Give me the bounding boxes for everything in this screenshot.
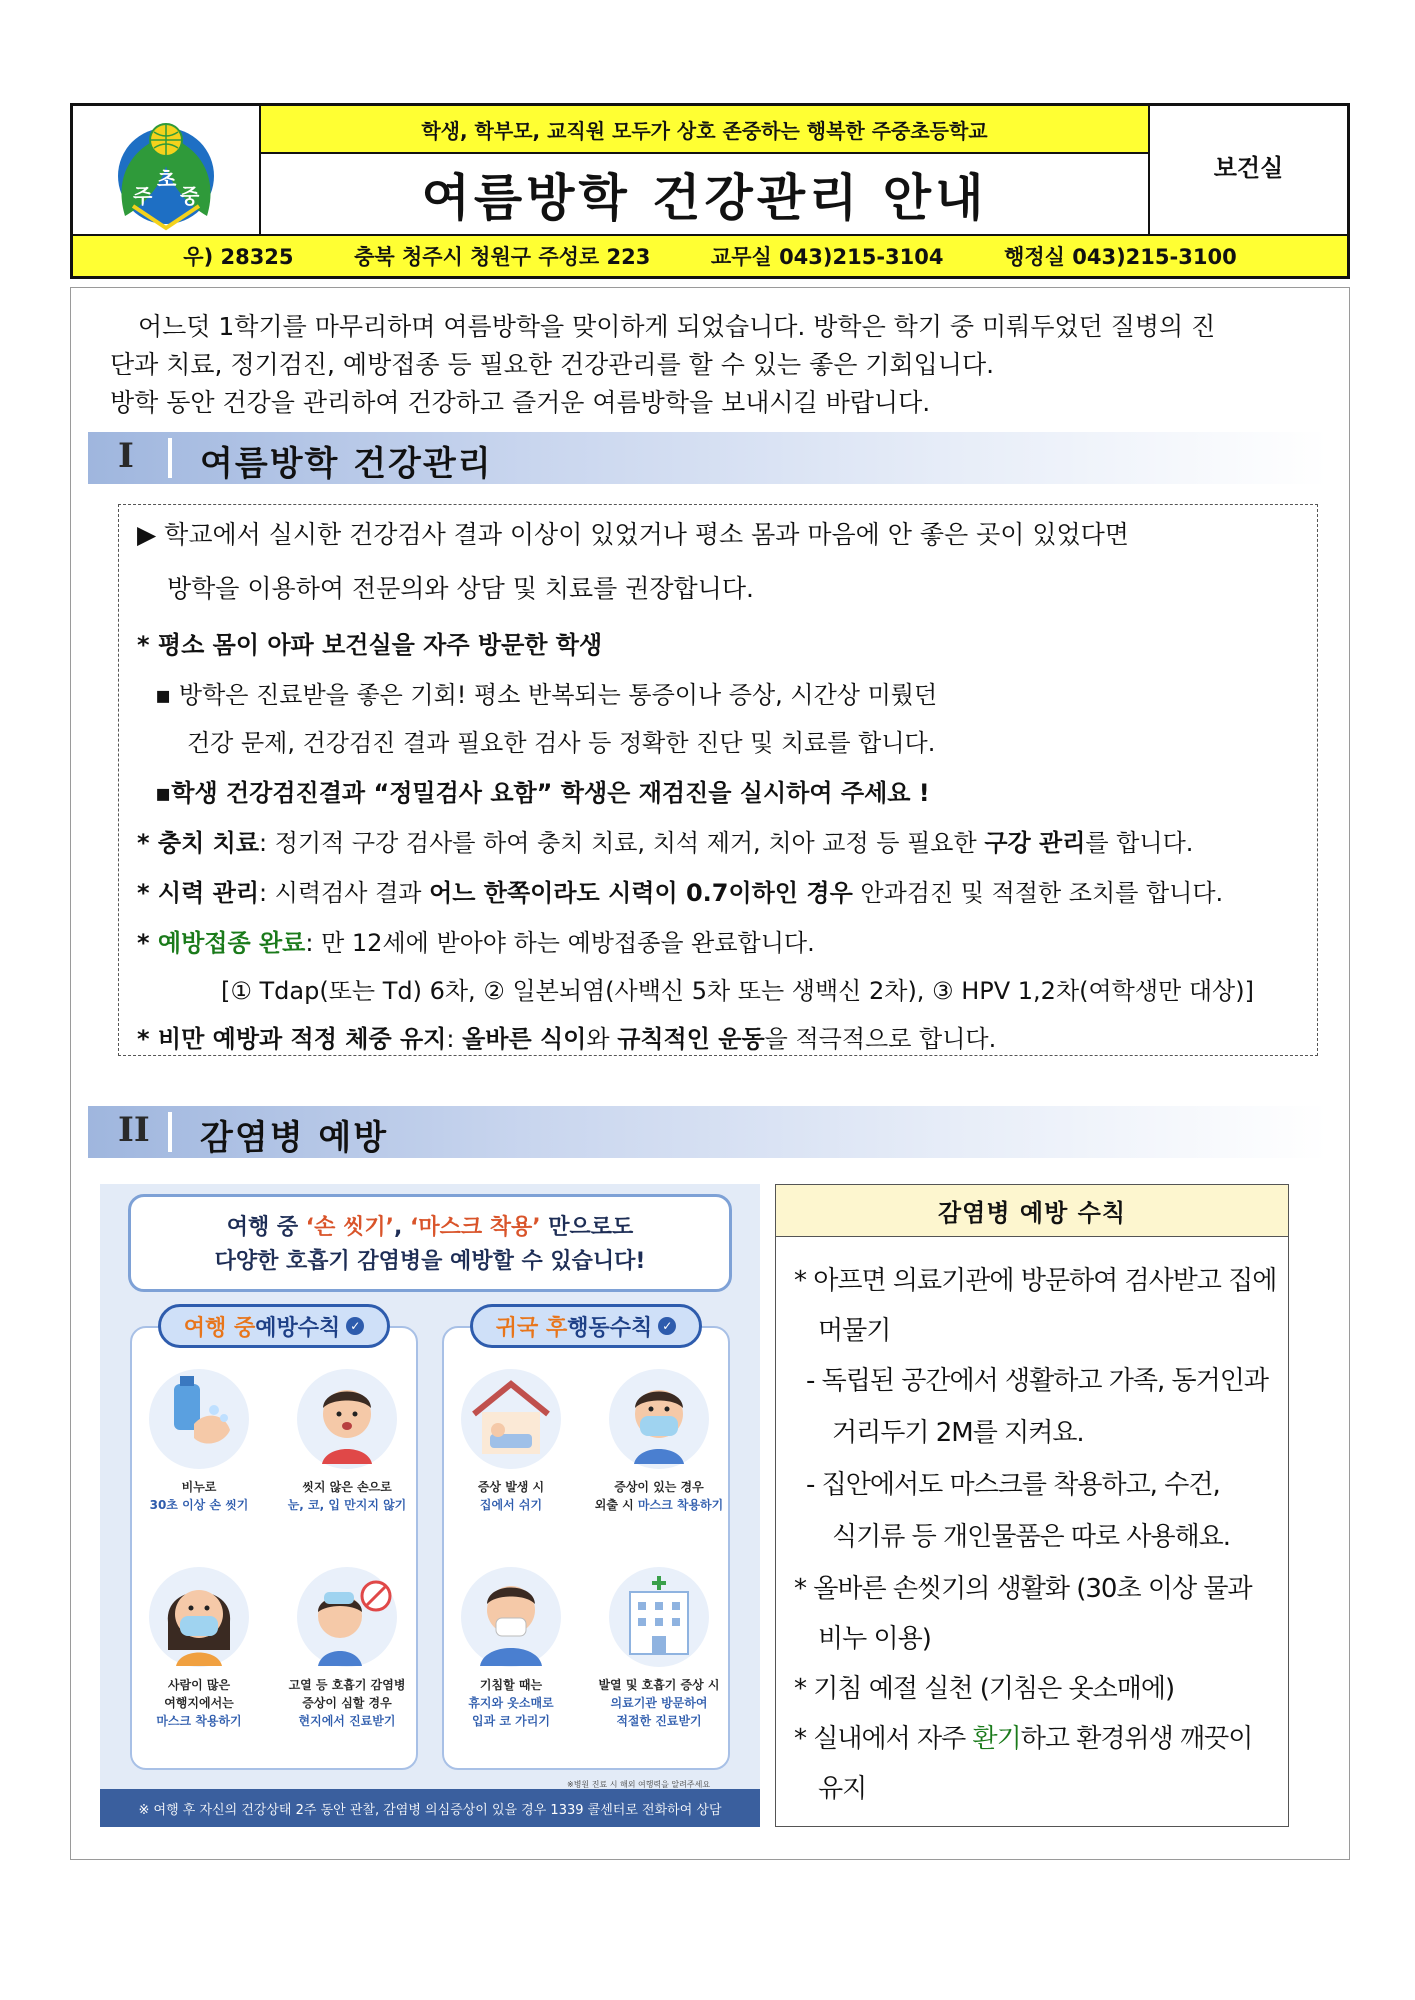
section-1-header <box>88 432 1328 484</box>
vaccination-item <box>137 927 815 959</box>
street-address: 충북 청주시 청원구 주성로 223 <box>354 245 651 269</box>
dental-end: 를 합니다. <box>1085 829 1194 857</box>
caption-mask-outing-line-2a: 외출 시 <box>594 1498 638 1512</box>
logo-char-right: 중 <box>180 184 200 208</box>
poster-head-comma: , <box>393 1215 410 1240</box>
logo-char-left: 주 <box>133 184 153 208</box>
after-return-panel <box>442 1315 730 1770</box>
dental-text: : 정기적 구강 검사를 하여 충치 치료, 치석 제거, 치아 교정 등 필요한 <box>259 829 985 857</box>
dental-label: * 충치 치료 <box>137 829 259 857</box>
intro-line-2: 단과 치료, 정기검진, 예방접종 등 필요한 건강관리를 할 수 있는 좋은 기회입니다. <box>110 350 995 379</box>
caption-mask-outing <box>592 1478 726 1514</box>
obesity-diet: 올바른 식이 <box>462 1025 587 1053</box>
caption-cough <box>444 1676 578 1730</box>
vaccination-star: * <box>137 929 158 957</box>
fever-icon <box>292 1562 402 1672</box>
obesity-item <box>137 1023 996 1055</box>
rule-line-10-end: 하고 환경위생 깨끗이 <box>1020 1724 1253 1754</box>
during-travel-panel <box>130 1315 418 1770</box>
vaccination-detail: [① Tdap(또는 Td) 6차, ② 일본뇌염(사백신 5차 또는 생백신 2차), ③ HPV 1,2차(여학생만 대상)] <box>221 977 1254 1005</box>
rest-at-home-icon <box>456 1364 566 1474</box>
check-icon: ✓ <box>346 1317 364 1335</box>
obesity-end: 을 적극적으로 합니다. <box>764 1025 997 1053</box>
mask-boy-icon <box>604 1364 714 1474</box>
vision-text: : 시력검사 결과 <box>259 879 430 907</box>
travel-prevention-poster <box>100 1184 760 1827</box>
after-return-tag <box>470 1304 702 1348</box>
poster-footer: ※ 여행 후 자신의 건강상태 2주 동안 관찰, 감염병 의심증상이 있을 경우 1339 콜센터로 전화하여 상담 <box>100 1789 760 1827</box>
caption-fever-line-1: 고열 등 호흡기 감염병 <box>288 1678 406 1692</box>
prevention-rules-box <box>775 1184 1289 1827</box>
frequent-visitor-heading: * 평소 몸이 아파 보건실을 자주 방문한 학생 <box>137 631 603 659</box>
caption-fever-line-3: 현지에서 진료받기 <box>298 1714 396 1728</box>
department-label: 보건실 <box>1148 106 1347 234</box>
vision-end: 안과검진 및 적절한 조치를 합니다. <box>852 879 1224 907</box>
obesity-and: 와 <box>586 1025 618 1053</box>
obesity-colon: : <box>446 1025 463 1053</box>
rule-line-11: 유지 <box>818 1774 867 1804</box>
vaccination-text: : 만 12세에 받아야 하는 예방접종을 완료합니다. <box>305 929 815 957</box>
rule-line-3: - 독립된 공간에서 생활하고 가족, 동거인과 <box>806 1366 1268 1396</box>
school-slogan: 학생, 학부모, 교직원 모두가 상호 존중하는 행복한 주중초등학교 <box>261 106 1148 154</box>
no-touch-face-icon <box>292 1364 402 1474</box>
rule-line-10-ventilation: 환기 <box>972 1724 1021 1754</box>
poster-headline-line-1 <box>131 1211 729 1245</box>
admin-phone: 행정실 043)215-3100 <box>1004 245 1237 269</box>
caption-mask-travel <box>132 1676 266 1730</box>
caption-rest-home-line-1: 증상 발생 시 <box>477 1480 545 1494</box>
postal-code: 우) 28325 <box>183 245 294 269</box>
hospital-icon <box>604 1562 714 1672</box>
caption-hospital-line-2: 의료기관 방문하여 <box>610 1696 708 1710</box>
caption-cough-line-3: 입과 코 가리기 <box>472 1714 550 1728</box>
obesity-exercise: 규칙적인 운동 <box>617 1025 765 1053</box>
lead-line-1: ▶ 학교에서 실시한 건강검사 결과 이상이 있었거나 평소 몸과 마음에 안 좋은 곳이 있었다면 <box>137 520 1129 549</box>
caption-no-touch <box>280 1478 414 1514</box>
rules-title: 감염병 예방 수칙 <box>776 1185 1288 1237</box>
header-table <box>70 103 1350 279</box>
caption-handwash-line-1: 비누로 <box>181 1480 217 1494</box>
office-phone: 교무실 043)215-3104 <box>710 245 944 269</box>
vision-item <box>137 877 1223 909</box>
section-1-number: I <box>118 436 134 476</box>
poster-headline <box>128 1194 732 1292</box>
caption-handwash <box>132 1478 266 1514</box>
caption-no-touch-line-1: 씻지 않은 손으로 <box>302 1480 392 1494</box>
during-travel-tag-highlight: 여행 중 <box>183 1315 256 1341</box>
rule-line-1: * 아프면 의료기관에 방문하여 검사받고 집에 <box>794 1266 1277 1296</box>
rule-line-10-start: * 실내에서 자주 <box>794 1724 973 1754</box>
rule-line-6: 식기류 등 개인물품은 따로 사용해요. <box>832 1522 1231 1552</box>
poster-head-mask: ‘마스크 착용’ <box>409 1215 541 1240</box>
rule-line-10 <box>794 1723 1252 1755</box>
page-title: 여름방학 건강관리 안내 <box>421 169 988 227</box>
section-divider <box>168 438 172 478</box>
caption-rest-home-line-2: 집에서 쉬기 <box>479 1498 543 1512</box>
school-logo <box>73 106 261 234</box>
frequent-visitor-sub-1: ▪ 방학은 진료받을 좋은 기회! 평소 반복되는 통증이나 증상, 시간상 미뤘던 <box>155 681 938 709</box>
vision-label: * 시력 관리 <box>137 879 259 907</box>
lead-line-2: 방학을 이용하여 전문의와 상담 및 치료를 권장합니다. <box>167 574 754 603</box>
dental-item <box>137 827 1193 859</box>
dental-bold: 구강 관리 <box>984 829 1086 857</box>
rule-line-2: 머물기 <box>818 1316 891 1346</box>
obesity-label: * 비만 예방과 적정 체중 유지 <box>137 1025 447 1053</box>
section-divider <box>168 1112 172 1152</box>
rule-line-7: * 올바른 손씻기의 생활화 (30초 이상 물과 <box>794 1574 1252 1604</box>
caption-mask-outing-line-1: 증상이 있는 경우 <box>614 1480 704 1494</box>
address-bar <box>73 234 1347 276</box>
school-emblem-icon <box>73 106 259 232</box>
logo-char-top: 초 <box>157 167 177 191</box>
check-icon: ✓ <box>658 1317 676 1335</box>
caption-hospital-line-1: 발열 및 호흡기 증상 시 <box>598 1678 720 1692</box>
health-care-box <box>118 504 1318 1056</box>
poster-head-text-end: 만으로도 <box>540 1215 634 1240</box>
after-return-tag-highlight: 귀국 후 <box>495 1315 568 1341</box>
caption-no-touch-line-2: 눈, 코, 입 만지지 않기 <box>287 1498 407 1512</box>
section-2-title: 감염병 예방 <box>200 1118 389 1158</box>
section-2-number: II <box>118 1110 150 1150</box>
intro-line-1: 어느덧 1학기를 마무리하며 여름방학을 맞이하게 되었습니다. 방학은 학기 중 미뤄두었던 질병의 진 <box>138 312 1216 341</box>
rule-line-8: 비누 이용) <box>818 1624 931 1654</box>
poster-head-text: 여행 중 <box>226 1215 306 1240</box>
mask-girl-icon <box>144 1562 254 1672</box>
caption-hospital <box>592 1676 726 1730</box>
rule-line-9: * 기침 예절 실천 (기침은 옷소매에) <box>794 1674 1175 1704</box>
recheck-notice: ▪학생 건강검진결과 “정밀검사 요함” 학생은 재검진을 실시하여 주세요 ! <box>155 779 930 807</box>
handwash-icon <box>144 1364 254 1474</box>
caption-rest-home <box>444 1478 578 1514</box>
caption-handwash-line-2: 30초 이상 손 씻기 <box>149 1498 249 1512</box>
caption-mask-travel-line-1: 사람이 많은 <box>167 1678 231 1692</box>
caption-hospital-line-3: 적절한 진료받기 <box>616 1714 702 1728</box>
after-return-tag-text: 행동수칙 <box>567 1315 653 1341</box>
during-travel-tag-text: 예방수칙 <box>255 1315 341 1341</box>
poster-head-handwash: ‘손 씻기’ <box>305 1215 394 1240</box>
during-travel-tag <box>158 1304 390 1348</box>
rule-line-5: - 집안에서도 마스크를 착용하고, 수건, <box>806 1470 1220 1500</box>
cough-etiquette-icon <box>456 1562 566 1672</box>
section-2-header <box>88 1106 1328 1158</box>
vaccination-label: 예방접종 완료 <box>157 929 306 957</box>
poster-note: ※병원 진료 시 해외 여행력을 알려주세요 <box>567 1780 711 1789</box>
caption-mask-outing-line-2b: 마스크 착용하기 <box>637 1498 724 1512</box>
intro-line-3: 방학 동안 건강을 관리하여 건강하고 즐거운 여름방학을 보내시길 바랍니다. <box>110 388 931 417</box>
poster-headline-line-2: 다양한 호흡기 감염병을 예방할 수 있습니다! <box>214 1249 646 1274</box>
section-1-title: 여름방학 건강관리 <box>200 444 493 484</box>
caption-cough-line-2: 휴지와 옷소매로 <box>468 1696 554 1710</box>
caption-mask-travel-line-2: 여행지에서는 <box>164 1696 234 1710</box>
caption-cough-line-1: 기침할 때는 <box>479 1678 543 1692</box>
rule-line-4: 거리두기 2M를 지켜요. <box>832 1418 1084 1448</box>
caption-fever-line-2: 증상이 심할 경우 <box>302 1696 392 1710</box>
vision-bold: 어느 한쪽이라도 시력이 0.7이하인 경우 <box>429 879 853 907</box>
caption-mask-travel-line-3: 마스크 착용하기 <box>156 1714 242 1728</box>
caption-fever <box>280 1676 414 1730</box>
frequent-visitor-sub-2: 건강 문제, 건강검진 결과 필요한 검사 등 정확한 진단 및 치료를 합니다. <box>187 729 936 757</box>
